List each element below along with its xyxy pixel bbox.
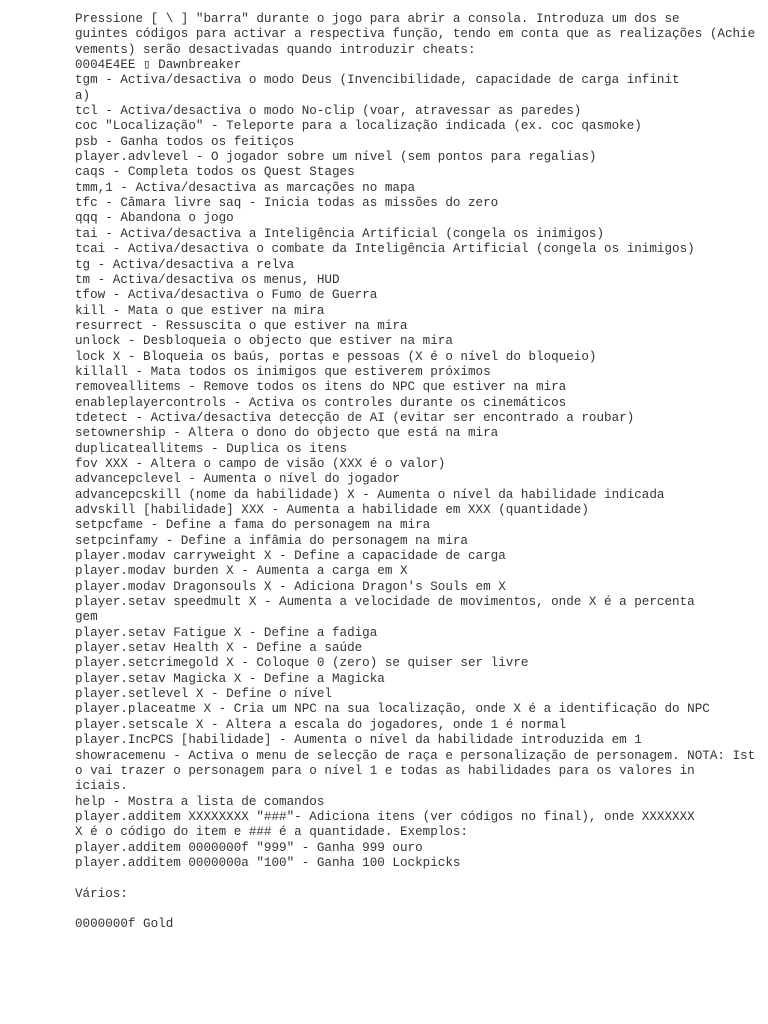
text-line: unlock - Desbloqueia o objecto que estiver na mira: [75, 334, 453, 349]
text-line: fov XXX - Altera o campo de visão (XXX é o valor): [75, 456, 446, 471]
text-line: tcai - Activa/desactiva o combate da Inteligência Artificial (congela os inimigos): [75, 242, 695, 257]
text-line: tm - Activa/desactiva os menus, HUD: [75, 272, 340, 287]
text-line: player.setav Magicka X - Define a Magicka: [75, 671, 385, 686]
blank-line: [75, 902, 755, 917]
text-line: removeallitems - Remove todos os itens do NPC que estiver na mira: [75, 380, 567, 395]
text-line: caqs - Completa todos os Quest Stages: [75, 165, 355, 180]
text-line: tai - Activa/desactiva a Inteligência Artificial (congela os inimigos): [75, 226, 605, 241]
text-line: player.additem 0000000a "100" - Ganha 100 Lockpicks: [75, 855, 461, 870]
text-line: tgm - Activa/desactiva o modo Deus (Invencibilidade, capacidade de carga infinit: [75, 73, 680, 88]
text-line: a): [75, 88, 91, 103]
text-line: player.modav Dragonsouls X - Adiciona Dragon's Souls em X: [75, 579, 506, 594]
text-line: tfow - Activa/desactiva o Fumo de Guerra: [75, 288, 378, 303]
text-line: player.setav speedmult X - Aumenta a velocidade de movimentos, onde X é a percenta: [75, 595, 695, 610]
blank-line: [75, 871, 755, 886]
text-line: X é o código do item e ### é a quantidade. Exemplos:: [75, 825, 468, 840]
text-line: player.setlevel X - Define o nível: [75, 687, 332, 702]
text-line: setownership - Altera o dono do objecto que está na mira: [75, 426, 499, 441]
text-line: Pressione [ \ ] "barra" durante o jogo para abrir a consola. Introduza um dos se: [75, 12, 680, 26]
text-line: player.setscale X - Altera a escala do jogadores, onde 1 é normal: [75, 717, 567, 732]
text-line: tcl - Activa/desactiva o modo No-clip (voar, atravessar as paredes): [75, 104, 582, 119]
text-line: 0004E4EE ▯ Dawnbreaker: [75, 58, 242, 73]
text-line: setpcinfamy - Define a infâmia do personagem na mira: [75, 533, 468, 548]
text-line: 0000000f Gold: [75, 917, 174, 932]
text-line: tfc - Câmara livre saq - Inicia todas as missões do zero: [75, 196, 499, 211]
text-line: duplicateallitems - Duplica os itens: [75, 441, 348, 456]
text-line: tdetect - Activa/desactiva detecção de AI (evitar ser encontrado a roubar): [75, 410, 635, 425]
text-line: player.additem 0000000f "999" - Ganha 999 ouro: [75, 840, 423, 855]
section-heading: Vários:: [75, 886, 128, 901]
text-line: advskill [habilidade] XXX - Aumenta a habilidade em XXX (quantidade): [75, 503, 589, 517]
text-line: player.setav Health X - Define a saúde: [75, 641, 363, 656]
text-line: lock X - Bloqueia os baús, portas e pessoas (X é o nível do bloqueio): [75, 349, 597, 364]
text-line: player.additem XXXXXXXX "###"- Adiciona itens (ver códigos no final), onde XXXXXXX: [75, 809, 695, 824]
text-line: showracemenu - Activa o menu de selecção de raça e personalização de personagem. NOTA: Ist: [75, 748, 756, 763]
text-line: player.placeatme X - Cria um NPC na sua localização, onde X é a identificação do NPC: [75, 702, 710, 717]
text-line: coc "Localização" - Teleporte para a localização indicada (ex. coc qasmoke): [75, 119, 642, 134]
text-line: resurrect - Ressuscita o que estiver na mira: [75, 318, 408, 333]
text-line: player.modav carryweight X - Define a capacidade de carga: [75, 549, 506, 564]
text-line: tg - Activa/desactiva a relva: [75, 257, 295, 272]
text-line: gem: [75, 610, 98, 625]
text-line: player.modav burden X - Aumenta a carga em X: [75, 564, 408, 579]
text-line: iciais.: [75, 779, 128, 794]
text-line: advancepclevel - Aumenta o nível do jogador: [75, 472, 400, 487]
text-line: player.setav Fatigue X - Define a fadiga: [75, 625, 378, 640]
text-line: psb - Ganha todos os feitiços: [75, 134, 295, 149]
text-line: enableplayercontrols - Activa os controles durante os cinemáticos: [75, 395, 567, 410]
text-line: advancepcskill (nome da habilidade) X - Aumenta o nível da habilidade indicada: [75, 487, 665, 502]
text-line: help - Mostra a lista de comandos: [75, 794, 325, 809]
text-line: vements) serão desactivadas quando introduzir cheats:: [75, 42, 476, 57]
text-line: player.IncPCS [habilidade] - Aumenta o nível da habilidade introduzida em 1: [75, 733, 642, 748]
text-line: guintes códigos para activar a respectiva função, tendo em conta que as realizações (Achie: [75, 27, 756, 42]
text-line: qqq - Abandona o jogo: [75, 211, 234, 226]
document-body: [75, 12, 755, 933]
text-line: kill - Mata o que estiver na mira: [75, 303, 325, 318]
text-line: tmm,1 - Activa/desactiva as marcações no mapa: [75, 180, 416, 195]
text-line: player.advlevel - O jogador sobre um nível (sem pontos para regalias): [75, 150, 597, 165]
text-line: o vai trazer o personagem para o nível 1 e todas as habilidades para os valores in: [75, 763, 695, 778]
text-line: player.setcrimegold X - Coloque 0 (zero) se quiser ser livre: [75, 656, 529, 671]
text-line: killall - Mata todos os inimigos que estiverem próximos: [75, 364, 491, 379]
text-line: setpcfame - Define a fama do personagem na mira: [75, 518, 431, 533]
